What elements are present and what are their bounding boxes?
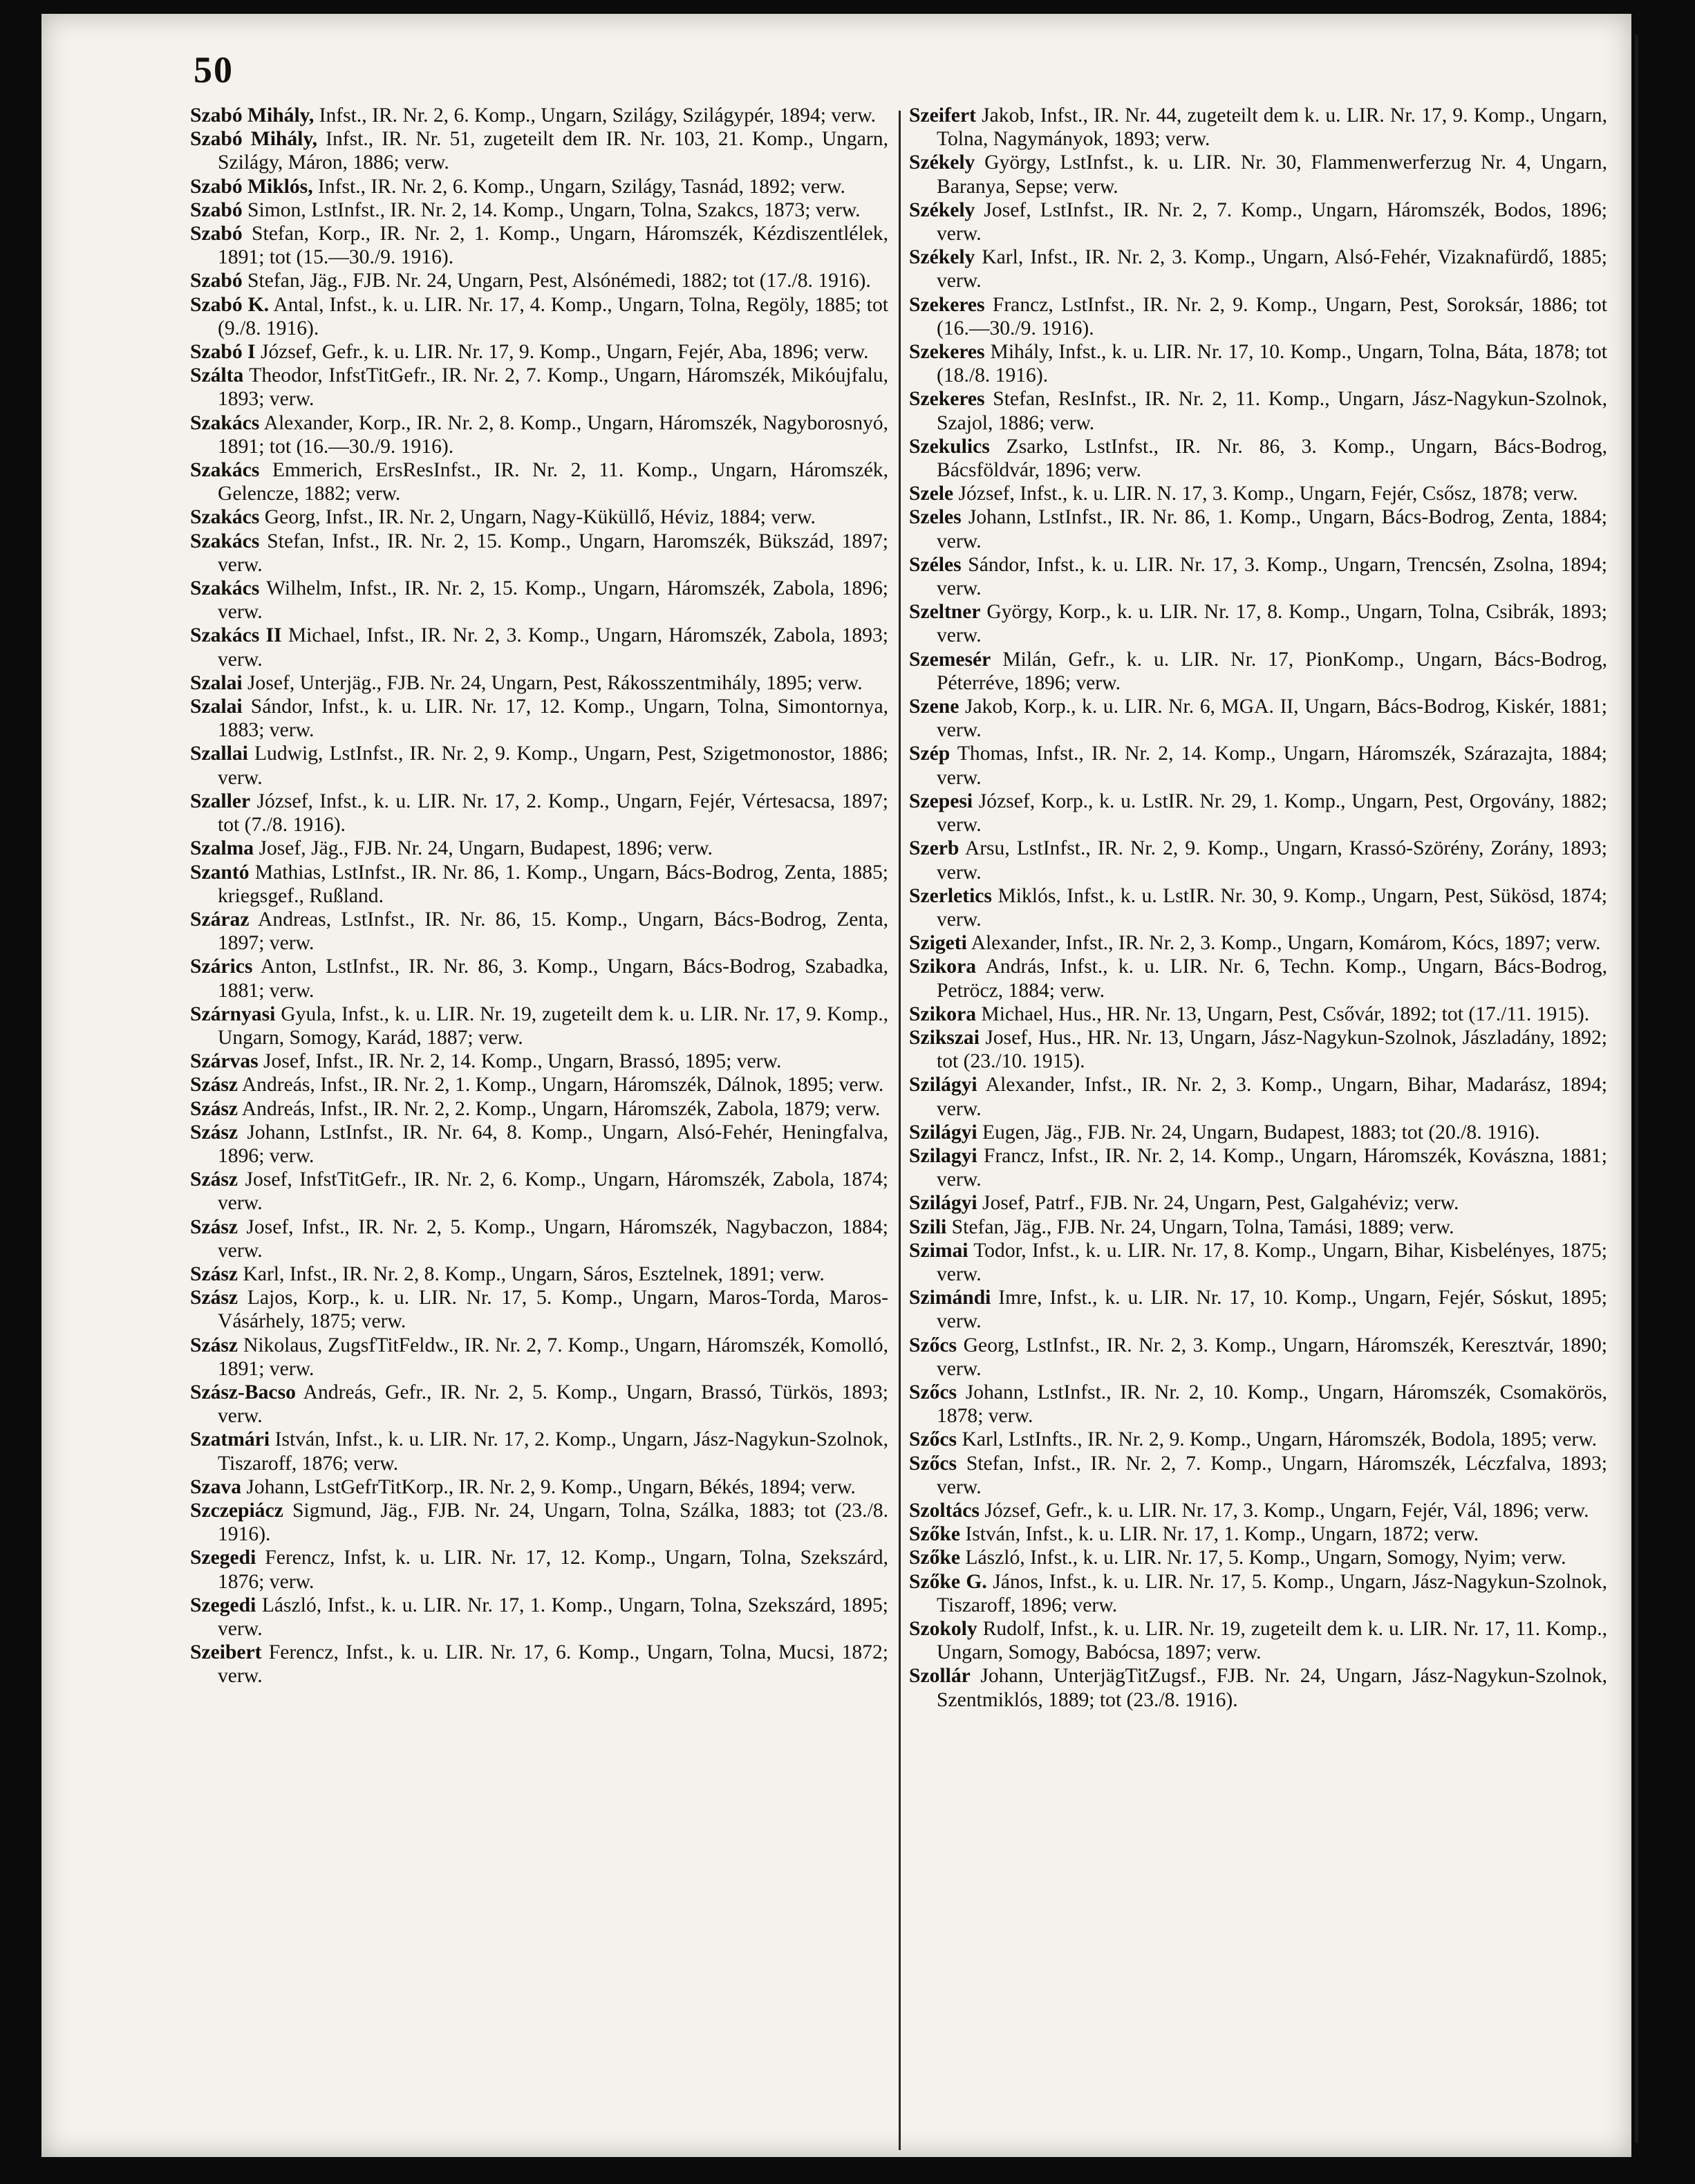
register-entry — [909, 955, 1607, 1002]
entry-details: Georg, Infst., IR. Nr. 2, Ungarn, Nagy-Küküllő, Héviz, 1884; verw. — [259, 506, 816, 529]
entry-details: Lajos, Korp., k. u. LIR. Nr. 17, 5. Komp., Ungarn, Maros-Torda, Maros-Vásárhely, 1875; verw. — [218, 1287, 888, 1333]
entry-details: Nikolaus, ZugsfTitFeldw., IR. Nr. 2, 7. Komp., Ungarn, Háromszék, Komolló, 1891; verw. — [218, 1334, 888, 1380]
entry-surname: Szilágyi — [909, 1074, 977, 1096]
entry-surname: Szőcs — [909, 1381, 957, 1403]
entry-surname: Szárics — [190, 955, 253, 978]
entry-details: Sigmund, Jäg., FJB. Nr. 24, Ungarn, Tolna, Szálka, 1883; tot (23./8. 1916). — [218, 1499, 888, 1546]
right-column — [909, 104, 1607, 1712]
entry-details: Josef, Infst., IR. Nr. 2, 14. Komp., Ungarn, Brassó, 1895; verw. — [258, 1050, 782, 1073]
register-entry — [909, 695, 1607, 742]
entry-details: Karl, LstInfts., IR. Nr. 2, 9. Komp., Ungarn, Háromszék, Bodola, 1895; verw. — [957, 1428, 1598, 1451]
entry-surname: Szeltner — [909, 601, 981, 624]
register-entry — [190, 1594, 888, 1641]
register-entry — [190, 411, 888, 458]
entry-surname: Szőke — [909, 1547, 960, 1569]
entry-surname: Szczepiácz — [190, 1499, 283, 1522]
entry-details: Alexander, Infst., IR. Nr. 2, 3. Komp., Ungarn, Bihar, Madarász, 1894; verw. — [937, 1074, 1607, 1120]
register-entry — [190, 1334, 888, 1381]
register-entry — [190, 505, 888, 529]
entry-details: Eugen, Jäg., FJB. Nr. 24, Ungarn, Budapest, 1883; tot (20./8. 1916). — [977, 1121, 1540, 1144]
entry-details: Jakob, Infst., IR. Nr. 44, zugeteilt dem k. u. LIR. Nr. 17, 9. Komp., Ungarn, Tolna, Nagymányok, 1893; verw. — [937, 104, 1607, 151]
register-entry — [190, 1381, 888, 1428]
entry-surname: Szabó Mihály, — [190, 104, 315, 127]
register-entry — [909, 1191, 1607, 1215]
register-entry — [909, 1334, 1607, 1381]
entry-surname: Szekulics — [909, 435, 990, 458]
register-entry — [190, 837, 888, 860]
entry-details: Francz, LstInfst., IR. Nr. 2, 9. Komp., Ungarn, Pest, Soroksár, 1886; tot (16.—30./9. 1916). — [937, 293, 1607, 339]
register-entry — [909, 387, 1607, 434]
entry-details: József, Infst., k. u. LIR. Nr. 17, 2. Komp., Ungarn, Fejér, Vértesacsa, 1897; tot (7./8. 1916). — [218, 790, 888, 837]
entry-surname: Szigeti — [909, 932, 967, 955]
entry-details: Ferencz, Infst, k. u. LIR. Nr. 17, 12. Komp., Ungarn, Tolna, Szekszárd, 1876; verw. — [218, 1547, 888, 1593]
page-number: 50 — [194, 49, 234, 91]
register-entry — [909, 1286, 1607, 1333]
register-entry — [909, 104, 1607, 151]
register-entry — [909, 151, 1607, 198]
entry-details: Michael, Infst., IR. Nr. 2, 3. Komp., Ungarn, Háromszék, Zabola, 1893; verw. — [218, 624, 888, 671]
register-entry — [190, 577, 888, 624]
entry-surname: Szepesi — [909, 790, 973, 812]
entry-details: Andreas, LstInfst., IR. Nr. 86, 15. Komp., Ungarn, Bács-Bodrog, Zenta, 1897; verw. — [218, 908, 888, 955]
entry-details: Ludwig, LstInfst., IR. Nr. 2, 9. Komp., Ungarn, Pest, Szigetmonostor, 1886; verw. — [218, 743, 888, 789]
register-entry — [190, 1286, 888, 1333]
register-entry — [909, 1144, 1607, 1191]
entry-surname: Székely — [909, 246, 975, 269]
entry-surname: Szakács — [190, 530, 260, 552]
entry-surname: Szakács — [190, 506, 260, 529]
entry-details: László, Infst., k. u. LIR. Nr. 17, 5. Komp., Ungarn, Somogy, Nyim; verw. — [959, 1547, 1566, 1569]
entry-details: Stefan, Infst., IR. Nr. 2, 15. Komp., Ungarn, Haromszék, Bükszád, 1897; verw. — [218, 530, 888, 576]
entry-surname: Szilágyi — [909, 1192, 977, 1215]
register-entry — [190, 1121, 888, 1168]
entry-surname: Szép — [909, 743, 950, 765]
register-entry — [190, 340, 888, 364]
register-entry — [190, 908, 888, 955]
entry-surname: Szabó — [190, 223, 243, 245]
register-entry — [909, 1546, 1607, 1569]
entry-surname: Szabó K. — [190, 293, 270, 316]
entry-details: Josef, Patrf., FJB. Nr. 24, Ungarn, Pest, Galgahéviz; verw. — [977, 1192, 1459, 1215]
entry-details: Josef, Jäg., FJB. Nr. 24, Ungarn, Budapest, 1896; verw. — [254, 837, 713, 860]
entry-details: György, Korp., k. u. LIR. Nr. 17, 8. Komp., Ungarn, Tolna, Csibrák, 1893; verw. — [937, 601, 1607, 647]
register-entry — [909, 1215, 1607, 1239]
entry-surname: Szikora — [909, 1002, 977, 1025]
entry-details: Anton, LstInfst., IR. Nr. 86, 3. Komp., Ungarn, Bács-Bodrog, Szabadka, 1881; verw. — [218, 955, 888, 1002]
register-entry — [909, 293, 1607, 340]
entry-details: Theodor, InfstTitGefr., IR. Nr. 2, 7. Komp., Ungarn, Háromszék, Mikóujfalu, 1893; verw. — [218, 364, 888, 411]
entry-surname: Szakács II — [190, 624, 282, 647]
entry-details: Zsarko, LstInfst., IR. Nr. 86, 3. Komp., Ungarn, Bács-Bodrog, Bácsföldvár, 1896; verw. — [937, 435, 1607, 482]
register-entry — [190, 1428, 888, 1475]
entry-surname: Szoltács — [909, 1499, 980, 1522]
register-entry — [190, 1002, 888, 1049]
entry-surname: Szász — [190, 1334, 238, 1356]
register-entry — [909, 1664, 1607, 1711]
entry-surname: Szili — [909, 1215, 947, 1238]
entry-details: Andreás, Gefr., IR. Nr. 2, 5. Komp., Ungarn, Brassó, Türkös, 1893; verw. — [218, 1381, 888, 1428]
entry-surname: Szabó — [190, 270, 243, 292]
entry-surname: Szikszai — [909, 1026, 980, 1049]
register-entry — [909, 505, 1607, 552]
entry-surname: Szabó Miklós, — [190, 175, 313, 198]
register-entry — [909, 1073, 1607, 1120]
register-entry — [909, 931, 1607, 955]
entry-surname: Szerletics — [909, 884, 992, 907]
register-entry — [909, 245, 1607, 292]
register-entry — [909, 742, 1607, 789]
entry-surname: Szász — [190, 1168, 238, 1191]
entry-surname: Szőcs — [909, 1334, 957, 1356]
entry-surname: Száraz — [190, 908, 250, 931]
register-entry — [190, 1073, 888, 1096]
entry-surname: Szőcs — [909, 1452, 957, 1475]
entry-details: Milán, Gefr., k. u. LIR. Nr. 17, PionKomp., Ungarn, Bács-Bodrog, Péterréve, 1896; verw. — [937, 648, 1607, 694]
entry-details: Stefan, Jäg., FJB. Nr. 24, Ungarn, Pest, Alsónémedi, 1882; tot (17./8. 1916). — [242, 270, 871, 292]
entry-details: Josef, Unterjäg., FJB. Nr. 24, Ungarn, Pest, Rákosszentmihály, 1895; verw. — [242, 671, 863, 694]
register-entry — [909, 1499, 1607, 1522]
register-entry — [190, 175, 888, 198]
entry-details: Gyula, Infst., k. u. LIR. Nr. 19, zugeteilt dem k. u. LIR. Nr. 17, 9. Komp., Ungarn, Somogy, Karád, 1887; verw. — [218, 1002, 888, 1049]
entry-details: Johann, LstInfst., IR. Nr. 2, 10. Komp., Ungarn, Háromszék, Csomakörös, 1878; verw. — [937, 1381, 1607, 1428]
entry-details: László, Infst., k. u. LIR. Nr. 17, 1. Komp., Ungarn, Tolna, Szekszárd, 1895; verw. — [218, 1594, 888, 1640]
entry-details: Thomas, Infst., IR. Nr. 2, 14. Komp., Ungarn, Háromszék, Szárazajta, 1884; verw. — [937, 743, 1607, 789]
entry-surname: Szatmári — [190, 1428, 270, 1451]
entry-surname: Szász — [190, 1121, 238, 1144]
entry-details: János, Infst., k. u. LIR. Nr. 17, 5. Komp., Ungarn, Jász-Nagykun-Szolnok, Tiszaroff, 1896; verw. — [937, 1570, 1607, 1616]
entry-surname: Széles — [909, 553, 962, 576]
register-entry — [190, 222, 888, 269]
entry-surname: Székely — [909, 151, 975, 174]
entry-surname: Szálta — [190, 364, 244, 387]
register-entry — [190, 1049, 888, 1073]
entry-surname: Szalai — [190, 696, 243, 718]
register-entry — [190, 671, 888, 695]
entry-details: Wilhelm, Infst., IR. Nr. 2, 15. Komp., Ungarn, Háromszék, Zabola, 1896; verw. — [218, 577, 888, 624]
register-entry — [190, 1641, 888, 1688]
entry-details: Infst., IR. Nr. 51, zugeteilt dem IR. Nr. 103, 21. Komp., Ungarn, Szilágy, Máron, 1886; verw. — [218, 128, 888, 174]
register-entry — [190, 1262, 888, 1286]
entry-details: Alexander, Infst., IR. Nr. 2, 3. Komp., Ungarn, Komárom, Kócs, 1897; verw. — [966, 932, 1601, 955]
register-entry — [909, 1570, 1607, 1617]
book-page — [41, 14, 1631, 2157]
register-entry — [909, 648, 1607, 695]
entry-surname: Szakács — [190, 577, 260, 600]
entry-details: Infst., IR. Nr. 2, 6. Komp., Ungarn, Szilágy, Szilágypér, 1894; verw. — [314, 104, 877, 127]
entry-details: András, Infst., k. u. LIR. Nr. 6, Techn. Komp., Ungarn, Bács-Bodrog, Petröcz, 1884; verw. — [937, 955, 1607, 1002]
column-divider — [899, 111, 901, 2150]
register-entry — [909, 1452, 1607, 1499]
register-entry — [909, 1428, 1607, 1451]
entry-surname: Szokoly — [909, 1618, 977, 1640]
entry-surname: Szász — [190, 1262, 238, 1285]
entry-details: Andreás, Infst., IR. Nr. 2, 2. Komp., Ungarn, Háromszék, Zabola, 1879; verw. — [238, 1097, 881, 1120]
entry-details: Antal, Infst., k. u. LIR. Nr. 17, 4. Komp., Ungarn, Tolna, Regöly, 1885; tot (9./8. 1916). — [218, 293, 888, 339]
register-entry — [909, 837, 1607, 884]
register-entry — [909, 482, 1607, 505]
entry-surname: Szikora — [909, 955, 977, 978]
entry-details: Josef, LstInfst., IR. Nr. 2, 7. Komp., Ungarn, Háromszék, Bodos, 1896; verw. — [937, 198, 1607, 245]
entry-surname: Szász — [190, 1215, 238, 1238]
entry-surname: Szász-Bacso — [190, 1381, 296, 1403]
entry-surname: Szegedi — [190, 1547, 256, 1569]
entry-details: Josef, Hus., HR. Nr. 13, Ungarn, Jász-Nagykun-Szolnok, Jászladány, 1892; tot (23./10. 1915). — [937, 1026, 1607, 1073]
entry-surname: Szimándi — [909, 1287, 991, 1309]
entry-surname: Szabó I — [190, 341, 256, 364]
entry-surname: Szegedi — [190, 1594, 256, 1616]
entry-surname: Szász — [190, 1097, 238, 1120]
register-entry — [909, 790, 1607, 837]
register-entry — [190, 1215, 888, 1262]
register-entry — [190, 127, 888, 174]
register-entry — [909, 1617, 1607, 1664]
entry-surname: Szava — [190, 1475, 241, 1498]
entry-details: Alexander, Korp., IR. Nr. 2, 8. Komp., Ungarn, Háromszék, Nagyborosnyó, 1891; tot (16.—30./9. 1916). — [218, 411, 888, 458]
entry-surname: Szemesér — [909, 648, 991, 671]
entry-details: Todor, Infst., k. u. LIR. Nr. 17, 8. Komp., Ungarn, Bihar, Kisbelényes, 1875; verw. — [937, 1239, 1607, 1285]
entry-details: Johann, LstGefrTitKorp., IR. Nr. 2, 9. Komp., Ungarn, Békés, 1894; verw. — [241, 1475, 856, 1498]
entry-details: Stefan, Infst., IR. Nr. 2, 7. Komp., Ungarn, Háromszék, Léczfalva, 1893; verw. — [937, 1452, 1607, 1498]
entry-surname: Szász — [190, 1074, 238, 1096]
entry-details: Johann, UnterjägTitZugsf., FJB. Nr. 24, Ungarn, Jász-Nagykun-Szolnok, Szentmiklós, 1889; tot (23./8. 1916). — [937, 1665, 1607, 1711]
entry-details: Stefan, ResInfst., IR. Nr. 2, 11. Komp., Ungarn, Jász-Nagykun-Szolnok, Szajol, 1886; verw. — [937, 388, 1607, 434]
register-entry — [190, 293, 888, 340]
register-entry — [190, 1168, 888, 1215]
entry-surname: Szollár — [909, 1665, 971, 1688]
entry-details: Michael, Hus., HR. Nr. 13, Ungarn, Pest, Csővár, 1892; tot (17./11. 1915). — [976, 1002, 1590, 1025]
entry-surname: Szantó — [190, 861, 250, 884]
entry-surname: Szekeres — [909, 293, 985, 316]
entry-surname: Szele — [909, 483, 954, 505]
entry-surname: Szárnyasi — [190, 1002, 276, 1025]
entry-surname: Szász — [190, 1287, 238, 1309]
entry-details: György, LstInfst., k. u. LIR. Nr. 30, Flammenwerferzug Nr. 4, Ungarn, Baranya, Sepse; verw. — [937, 151, 1607, 198]
entry-details: József, Gefr., k. u. LIR. Nr. 17, 9. Komp., Ungarn, Fejér, Aba, 1896; verw. — [255, 341, 869, 364]
register-entry — [190, 742, 888, 789]
register-entry — [909, 553, 1607, 600]
register-entry — [909, 1239, 1607, 1286]
entry-surname: Szene — [909, 696, 959, 718]
entry-surname: Szimai — [909, 1239, 968, 1262]
entry-details: Sándor, Infst., k. u. LIR. Nr. 17, 12. Komp., Ungarn, Tolna, Simontornya, 1883; verw. — [218, 696, 888, 742]
register-entry — [190, 364, 888, 411]
entry-surname: Szilagyi — [909, 1144, 977, 1167]
entry-details: Miklós, Infst., k. u. LstIR. Nr. 30, 9. Komp., Ungarn, Pest, Sükösd, 1874; verw. — [937, 884, 1607, 931]
register-entry — [909, 1002, 1607, 1026]
entry-details: Mathias, LstInfst., IR. Nr. 86, 1. Komp., Ungarn, Bács-Bodrog, Zenta, 1885; kriegsgef., Rußland. — [218, 861, 888, 907]
register-entry — [909, 1522, 1607, 1546]
entry-details: Mihály, Infst., k. u. LIR. Nr. 17, 10. Komp., Ungarn, Tolna, Báta, 1878; tot (18./8. 1916). — [937, 341, 1607, 387]
register-entry — [909, 600, 1607, 647]
entry-details: Sándor, Infst., k. u. LIR. Nr. 17, 3. Komp., Ungarn, Trencsén, Zsolna, 1894; verw. — [937, 553, 1607, 600]
entry-details: István, Infst., k. u. LIR. Nr. 17, 2. Komp., Ungarn, Jász-Nagykun-Szolnok, Tiszaroff, 1876; verw. — [218, 1428, 888, 1475]
entry-surname: Szárvas — [190, 1050, 259, 1073]
entry-details: Georg, LstInfst., IR. Nr. 2, 3. Komp., Ungarn, Háromszék, Keresztvár, 1890; verw. — [937, 1334, 1607, 1380]
register-entry — [909, 1121, 1607, 1144]
register-entry — [190, 790, 888, 837]
entry-surname: Szeibert — [190, 1641, 262, 1664]
entry-surname: Szerb — [909, 837, 959, 860]
register-entry — [190, 198, 888, 222]
register-entry — [190, 861, 888, 908]
entry-surname: Szilágyi — [909, 1121, 977, 1144]
entry-details: Josef, InfstTitGefr., IR. Nr. 2, 6. Komp., Ungarn, Háromszék, Zabola, 1874; verw. — [218, 1168, 888, 1215]
entry-details: Johann, LstInfst., IR. Nr. 64, 8. Komp., Ungarn, Alsó-Fehér, Heningfalva, 1896; verw. — [218, 1121, 888, 1167]
entry-details: Josef, Infst., IR. Nr. 2, 5. Komp., Ungarn, Háromszék, Nagybaczon, 1884; verw. — [218, 1215, 888, 1262]
register-entry — [190, 1499, 888, 1546]
register-entry — [190, 1475, 888, 1499]
entry-details: Karl, Infst., IR. Nr. 2, 3. Komp., Ungarn, Alsó-Fehér, Vizaknafürdő, 1885; verw. — [937, 246, 1607, 292]
entry-details: Andreás, Infst., IR. Nr. 2, 1. Komp., Ungarn, Háromszék, Dálnok, 1895; verw. — [238, 1074, 884, 1096]
entry-surname: Szeifert — [909, 104, 976, 127]
register-entry — [190, 955, 888, 1002]
register-entry — [190, 624, 888, 671]
entry-details: Emmerich, ErsResInfst., IR. Nr. 2, 11. Komp., Ungarn, Háromszék, Gelencze, 1882; verw. — [218, 459, 888, 505]
register-entry — [909, 340, 1607, 387]
register-entry — [909, 198, 1607, 245]
register-entry — [190, 1546, 888, 1593]
entry-details: Karl, Infst., IR. Nr. 2, 8. Komp., Ungarn, Sáros, Esztelnek, 1891; verw. — [238, 1262, 825, 1285]
register-entry — [909, 435, 1607, 482]
register-entry — [190, 695, 888, 742]
entry-details: József, Korp., k. u. LstIR. Nr. 29, 1. Komp., Ungarn, Pest, Orgovány, 1882; verw. — [937, 790, 1607, 837]
register-entry — [909, 884, 1607, 931]
entry-surname: Szőcs — [909, 1428, 957, 1451]
register-entry — [190, 1097, 888, 1121]
entry-details: István, Infst., k. u. LIR. Nr. 17, 1. Komp., Ungarn, 1872; verw. — [959, 1523, 1479, 1546]
entry-details: Stefan, Korp., IR. Nr. 2, 1. Komp., Ungarn, Háromszék, Kézdiszentlélek, 1891; tot (15.—30./9. 1916). — [218, 223, 888, 269]
left-column — [190, 104, 888, 1688]
entry-details: Jakob, Korp., k. u. LIR. Nr. 6, MGA. II, Ungarn, Bács-Bodrog, Kiskér, 1881; verw. — [937, 696, 1607, 742]
entry-surname: Szallai — [190, 743, 248, 765]
entry-surname: Szaller — [190, 790, 251, 812]
entry-surname: Szalai — [190, 671, 243, 694]
register-entry — [190, 269, 888, 292]
entry-surname: Szalma — [190, 837, 254, 860]
entry-details: József, Infst., k. u. LIR. N. 17, 3. Komp., Ungarn, Fejér, Csősz, 1878; verw. — [953, 483, 1578, 505]
register-entry — [909, 1026, 1607, 1073]
entry-surname: Szabó — [190, 198, 243, 221]
entry-details: Francz, Infst., IR. Nr. 2, 14. Komp., Ungarn, Háromszék, Kovászna, 1881; verw. — [937, 1144, 1607, 1191]
entry-details: József, Gefr., k. u. LIR. Nr. 17, 3. Komp., Ungarn, Fejér, Vál, 1896; verw. — [979, 1499, 1589, 1522]
register-entry — [190, 104, 888, 127]
entry-surname: Szekeres — [909, 341, 985, 364]
entry-details: Rudolf, Infst., k. u. LIR. Nr. 19, zugeteilt dem k. u. LIR. Nr. 17, 11. Komp., Ungarn, Somogy, Babócsa, 1897; verw. — [937, 1618, 1607, 1664]
entry-surname: Székely — [909, 198, 975, 221]
entry-surname: Szabó Mihály, — [190, 128, 317, 151]
entry-surname: Szőke — [909, 1523, 960, 1546]
edge-rule — [1635, 35, 1638, 2143]
entry-surname: Szakács — [190, 411, 260, 434]
entry-details: Johann, LstInfst., IR. Nr. 86, 1. Komp., Ungarn, Bács-Bodrog, Zenta, 1884; verw. — [937, 506, 1607, 552]
entry-surname: Szekeres — [909, 388, 985, 411]
entry-surname: Szakács — [190, 459, 260, 482]
entry-details: Arsu, LstInfst., IR. Nr. 2, 9. Komp., Ungarn, Krassó-Szörény, Zorány, 1893; verw. — [937, 837, 1607, 884]
entry-details: Simon, LstInfst., IR. Nr. 2, 14. Komp., Ungarn, Tolna, Szakcs, 1873; verw. — [242, 198, 861, 221]
entry-surname: Szeles — [909, 506, 962, 529]
entry-details: Stefan, Jäg., FJB. Nr. 24, Ungarn, Tolna, Tamási, 1889; verw. — [946, 1215, 1454, 1238]
entry-details: Infst., IR. Nr. 2, 6. Komp., Ungarn, Szilágy, Tasnád, 1892; verw. — [312, 175, 845, 198]
entry-details: Ferencz, Infst., k. u. LIR. Nr. 17, 6. Komp., Ungarn, Tolna, Mucsi, 1872; verw. — [218, 1641, 888, 1688]
register-entry — [190, 530, 888, 577]
entry-details: Imre, Infst., k. u. LIR. Nr. 17, 10. Komp., Ungarn, Fejér, Sóskut, 1895; verw. — [937, 1287, 1607, 1333]
register-entry — [909, 1381, 1607, 1428]
register-entry — [190, 458, 888, 505]
entry-surname: Szőke G. — [909, 1570, 987, 1593]
